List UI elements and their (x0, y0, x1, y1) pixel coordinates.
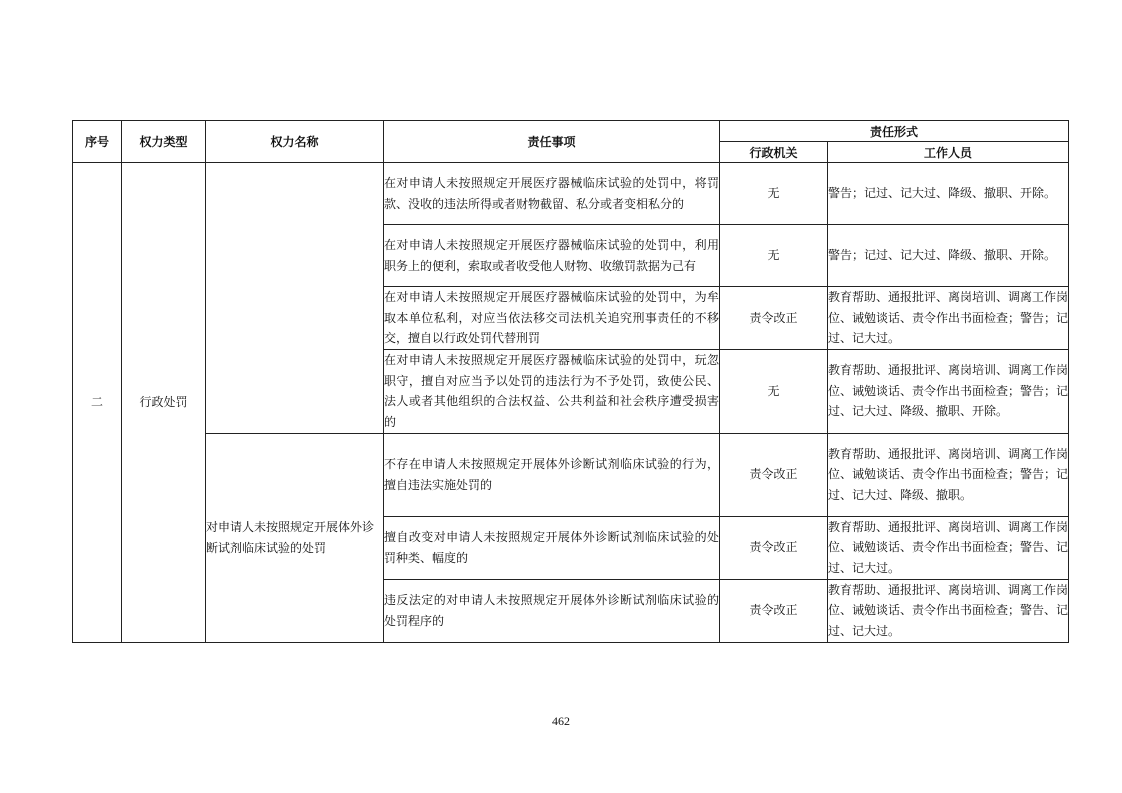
responsibility-item: 在对申请人未按照规定开展医疗器械临床试验的处罚中，将罚款、没收的违法所得或者财物截留、私分或者变相私分的 (384, 163, 720, 225)
agency-form: 无 (720, 349, 828, 433)
staff-form: 教育帮助、通报批评、离岗培训、调离工作岗位、诫勉谈话、责令作出书面检查；警告、记过、记大过。 (828, 579, 1069, 642)
staff-form: 教育帮助、通报批评、离岗培训、调离工作岗位、诫勉谈话、责令作出书面检查；警告；记过、记大过、降级、撤职。 (828, 433, 1069, 516)
header-responsibility: 责任事项 (384, 121, 720, 163)
responsibility-table (72, 120, 1069, 643)
header-agency: 行政机关 (720, 142, 828, 163)
page-number: 462 (552, 714, 570, 728)
staff-form: 警告；记过、记大过、降级、撤职、开除。 (828, 225, 1069, 287)
header-form: 责任形式 (720, 121, 1069, 142)
header-power-name: 权力名称 (206, 121, 384, 163)
staff-form: 警告；记过、记大过、降级、撤职、开除。 (828, 163, 1069, 225)
group-power-name-cell-2: 对申请人未按照规定开展体外诊断试剂临床试验的处罚 (206, 433, 384, 642)
staff-form: 教育帮助、通报批评、离岗培训、调离工作岗位、诫勉谈话、责令作出书面检查；警告、记过、记大过。 (828, 516, 1069, 579)
responsibility-item: 在对申请人未按照规定开展医疗器械临床试验的处罚中，为牟取本单位私利，对应当依法移交司法机关追究刑事责任的不移交，擅自以行政处罚代替刑罚 (384, 287, 720, 350)
table-row (73, 163, 1069, 225)
agency-form: 责令改正 (720, 287, 828, 350)
responsibility-item: 在对申请人未按照规定开展医疗器械临床试验的处罚中，玩忽职守，擅自对应当予以处罚的违法行为不予处罚，致使公民、法人或者其他组织的合法权益、公共利益和社会秩序遭受损害的 (384, 349, 720, 433)
header-staff: 工作人员 (828, 142, 1069, 163)
group-seq-cell: 二 (73, 163, 122, 643)
staff-form: 教育帮助、通报批评、离岗培训、调离工作岗位、诫勉谈话、责令作出书面检查；警告；记过、记大过、降级、撤职、开除。 (828, 349, 1069, 433)
agency-form: 责令改正 (720, 516, 828, 579)
responsibility-item: 不存在申请人未按照规定开展体外诊断试剂临床试验的行为，擅自违法实施处罚的 (384, 433, 720, 516)
header-row-1 (73, 121, 1069, 142)
group-power-type-cell: 行政处罚 (122, 163, 206, 643)
group-power-name-cell-1 (206, 163, 384, 434)
responsibility-item: 在对申请人未按照规定开展医疗器械临床试验的处罚中，利用职务上的便利，索取或者收受他人财物、收缴罚款据为己有 (384, 225, 720, 287)
agency-form: 无 (720, 225, 828, 287)
agency-form: 无 (720, 163, 828, 225)
table-row (73, 433, 1069, 516)
agency-form: 责令改正 (720, 579, 828, 642)
agency-form: 责令改正 (720, 433, 828, 516)
header-seq: 序号 (73, 121, 122, 163)
responsibility-item: 违反法定的对申请人未按照规定开展体外诊断试剂临床试验的处罚程序的 (384, 579, 720, 642)
staff-form: 教育帮助、通报批评、离岗培训、调离工作岗位、诫勉谈话、责令作出书面检查；警告；记过、记大过。 (828, 287, 1069, 350)
header-power-type: 权力类型 (122, 121, 206, 163)
responsibility-item: 擅自改变对申请人未按照规定开展体外诊断试剂临床试验的处罚种类、幅度的 (384, 516, 720, 579)
